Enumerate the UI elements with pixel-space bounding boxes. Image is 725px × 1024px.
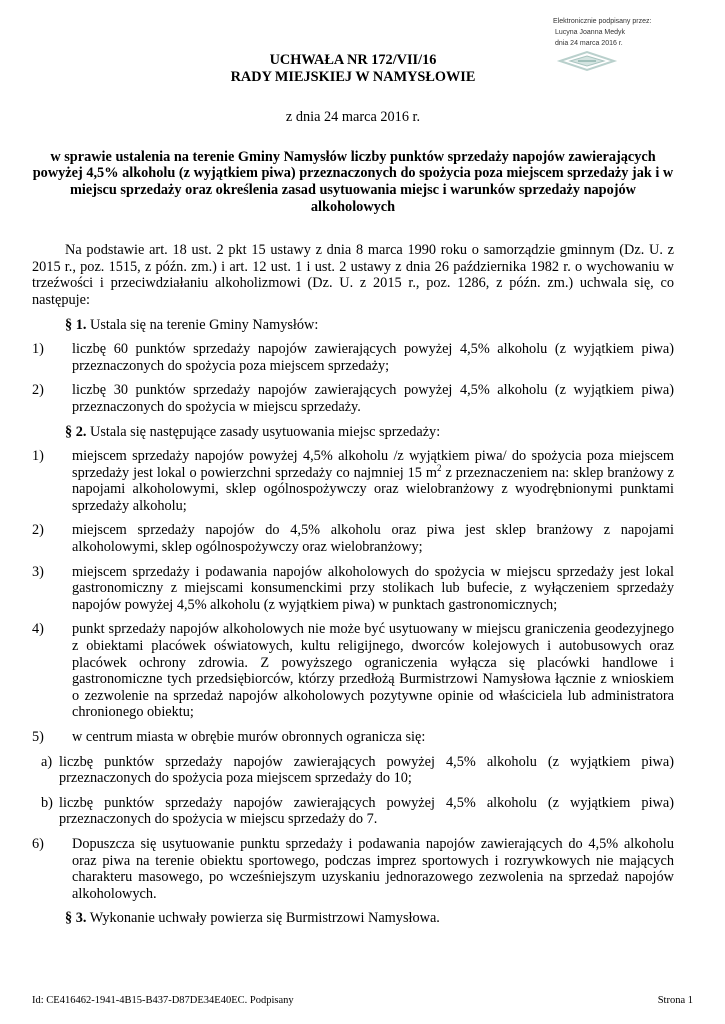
document-id: Id: CE416462-1941-4B15-B437-D87DE34E40EC. Podpisany [32, 995, 294, 1006]
section-3-label: § 3. [65, 910, 87, 927]
list-item [32, 621, 674, 721]
list-item-number: 4) [32, 621, 44, 638]
square-meter-superscript: 2 [437, 462, 442, 473]
section-3-heading [32, 910, 674, 927]
page-number: Strona 1 [657, 995, 693, 1006]
list-item-text: liczbę 30 punktów sprzedaży napojów zawierających powyżej 4,5% alkoholu (z wyjątkiem piwa) przeznaczonych do spożycia w miejscu sprzedaży. [72, 382, 674, 415]
sub-list-item-text: liczbę punktów sprzedaży napojów zawierających powyżej 4,5% alkoholu (z wyjątkiem piwa) przeznaczonych do spożycia poza miejscem sprzedaży do 10; [59, 753, 674, 787]
list-item [32, 382, 674, 415]
signature-signer: Lucyna Joanna Medyk [555, 29, 626, 36]
section-1-heading [32, 317, 674, 334]
list-item [32, 836, 674, 902]
list-item [32, 448, 674, 514]
sub-list-item-text: liczbę punktów sprzedaży napojów zawierających powyżej 4,5% alkoholu (z wyjątkiem piwa) przeznaczonych do spożycia w miejscu sprzedaży do 7. [59, 794, 674, 828]
resolution-number: UCHWAŁA NR 172/VII/16 [269, 52, 437, 68]
council-name: RADY MIEJSKIEJ W NAMYSŁOWIE [230, 68, 476, 85]
list-item-text-part-a: miejscem sprzedaży napojów powyżej 4,5% alkoholu /z wyjątkiem piwa/ do spożycia poza miejscem sprzedaży jest lokal o powierzchni sprzedaży co najmniej 15 m [72, 448, 674, 481]
sub-list-item-letter: a) [41, 753, 53, 770]
list-item-text: liczbę 60 punktów sprzedaży napojów zawierających powyżej 4,5% alkoholu (z wyjątkiem piwa) przeznaczonych do spożycia poza miejscem sprzedaży; [72, 341, 674, 374]
page-footer [32, 995, 693, 1006]
resolution-document [32, 52, 674, 927]
list-item-text: Dopuszcza się usytuowanie punktu sprzedaży i podawania napojów zawierających do 4,5% alkoholu oraz piwa na terenie obiektu sportowego, podczas imprez sportowych i rozrywkowych nie mających charakteru masowego, po wcześniejszym uzyskaniu jednorazowego zezwolenia na sprzedaż napojów alkoholowych. [72, 835, 674, 902]
sub-list-item [32, 754, 674, 787]
list-item-number: 1) [32, 341, 44, 358]
list-item-text: w centrum miasta w obrębie murów obronnych ogranicza się: [72, 729, 426, 745]
list-item-text-part-b: z przeznaczeniem na: sklep branżowy z napojami alkoholowymi, sklep ogólnospożywczy oraz wielobranżowy z wyodrębnionymi punktami sprzedaży alkoholu; [72, 464, 674, 514]
list-item [32, 564, 674, 614]
list-item-number: 2) [32, 382, 44, 399]
list-item [32, 522, 674, 555]
list-item-text: punkt sprzedaży napojów alkoholowych nie może być usytuowany w miejscu graniczenia geodezyjnego z obiektami placówek oświatowych, kultu religijnego, dworców kolejowych i autobusowych oraz placówek ochrony zdrowia. Z powyższego ograniczenia wyłącza się placówki handlowe i gastronomiczne tych przedsiębiorców, którzy przedłożą Burmistrzowi Namysłowa łącznie z wnioskiem o zezwolenie na sprzedaż napojów alkoholowych pozytywne opinie od właściciela lub administratora chronionego obiektu; [72, 621, 674, 721]
sub-list-item [32, 795, 674, 828]
resolution-date: z dnia 24 marca 2016 r. [285, 109, 421, 126]
list-item [32, 341, 674, 374]
list-item-text [72, 448, 674, 514]
list-item-number: 3) [32, 563, 44, 580]
signature-line-1: Elektronicznie podpisany przez: [553, 18, 652, 25]
section-2-text: Ustala się następujące zasady usytuowania miejsc sprzedaży: [86, 423, 441, 440]
electronic-signature-block [553, 16, 651, 49]
signature-date: dnia 24 marca 2016 r. [555, 40, 623, 47]
list-item-number: 5) [32, 729, 44, 745]
section-2-heading [32, 424, 674, 441]
section-1-label: § 1. [65, 316, 87, 333]
list-item-text: miejscem sprzedaży napojów do 4,5% alkoholu oraz piwa jest sklep branżowy z napojami alkoholowymi, sklep ogólnospożywczy oraz wielobranżowy; [72, 522, 674, 556]
list-item-number: 1) [32, 448, 44, 465]
list-item-number: 6) [32, 835, 44, 852]
list-item-text: miejscem sprzedaży i podawania napojów alkoholowych do spożycia w miejscu sprzedaży jest lokal gastronomiczny z miejscami konsumenckimi przy stolikach lub bufecie, z wyłączeniem sprzedaży napojów powyżej 4,5% alkoholu (z wyjątkiem piwa) w punktach gastronomicznych; [72, 563, 674, 613]
resolution-subject: w sprawie ustalenia na terenie Gminy Namysłów liczby punktów sprzedaży napojów zawierających powyżej 4,5% alkoholu (z wyjątkiem piwa) przeznaczonych do spożycia poza miejscem sprzedaży jak i w miejscu sprzedaży oraz określenia zasad usytuowania miejsc i warunków sprzedaży napojów alkoholowych [32, 148, 674, 215]
section-3-text: Wykonanie uchwały powierza się Burmistrzowi Namysłowa. [86, 910, 440, 927]
section-2-label: § 2. [65, 423, 87, 440]
list-item-number: 2) [32, 522, 44, 539]
sub-list-item-letter: b) [41, 794, 53, 811]
legal-basis-paragraph: Na podstawie art. 18 ust. 2 pkt 15 ustawy z dnia 8 marca 1990 roku o samorządzie gminnym (Dz. U. z 2015 r., poz. 1515, z późn. zm.) i art. 12 ust. 1 i ust. 2 ustawy z dnia 26 października 1982 r. o wychowaniu w trzeźwości i przeciwdziałaniu alkoholizmowi (Dz. U. z 2015 r., poz. 1286, z późn. zm.) uchwala się, co następuje: [32, 242, 674, 308]
list-item [32, 729, 674, 746]
section-1-text: Ustala się na terenie Gminy Namysłów: [86, 316, 319, 333]
